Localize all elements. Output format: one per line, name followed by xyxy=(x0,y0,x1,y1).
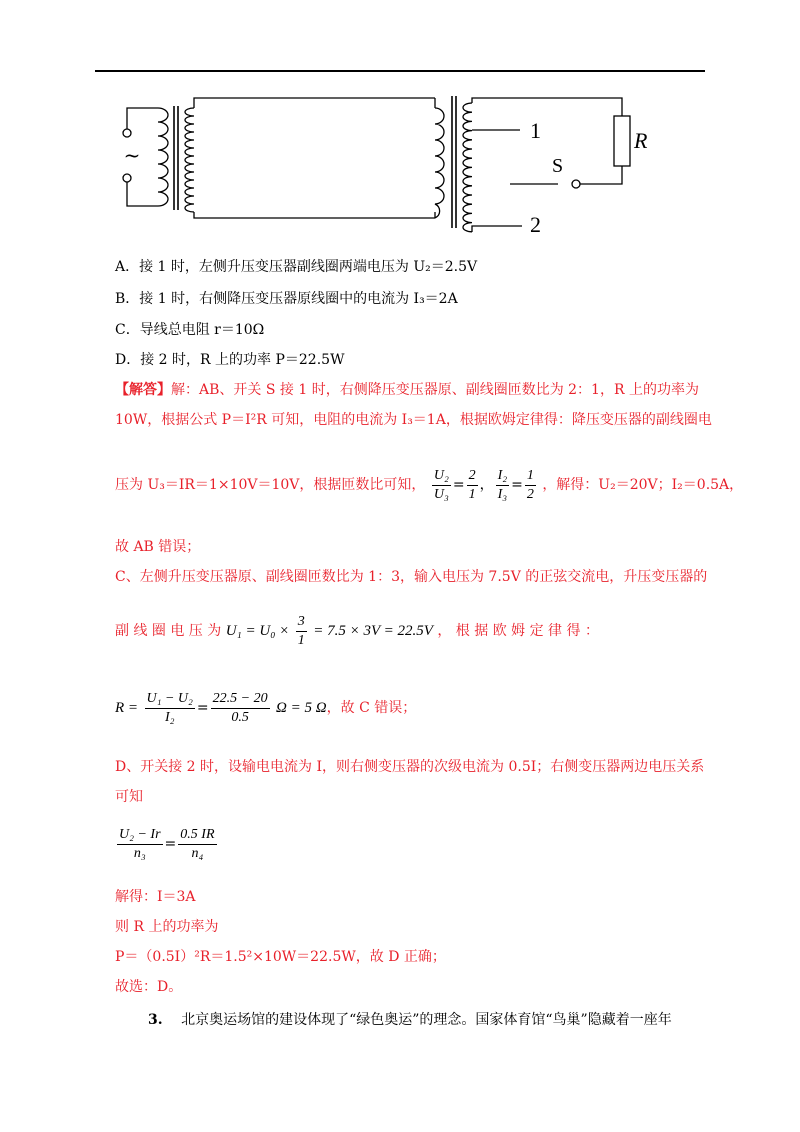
fraction-u1-u2-over-i2 xyxy=(145,690,195,727)
terminal-2-label: 2 xyxy=(530,212,541,237)
formula-u1-a: U₁ = U₀ × xyxy=(225,623,290,639)
answer-line-3: 压为 U₃＝IR＝1×10V＝10V，根据匝数比可知， $\frac{\text{U₂}}{\text{U₃}}$ = $\frac{2}{1}$ ， $\frac{\text{I₂}}{\text{I₃}}$ = $\frac{1}{2}$ ，解得：U₂＝20V；I₂＝0.5A， xyxy=(115,467,744,502)
fraction-den: 1 xyxy=(468,486,476,502)
answer-line-7: R = $\frac{\text{U₁ − U₂}}{\text{I₂}}$ = $\frac{22.5 - 20}{0.5}$ Ω = 5 Ω，故 C 错误； xyxy=(115,690,417,725)
answer-line-10: $\frac{\text{U₂ − Ir}}{\text{n₃}}$ = $\frac{0.5 IR}{\text{n₄}}$ xyxy=(119,826,215,861)
equals-sign: = xyxy=(511,477,523,493)
fraction-num: U₂ − Ir xyxy=(117,826,163,845)
fraction-numeric xyxy=(211,690,270,727)
answer-line-14: 故选：D。 xyxy=(115,979,183,995)
ac-source-symbol: ~ xyxy=(123,143,141,167)
answer-text-6-post: ， 根 据 欧 姆 定 律 得 ： xyxy=(437,623,599,639)
answer-line-5: C、左侧升压变压器原、副线圈匝数比为 1：3，输入电压为 7.5V 的正弦交流电，升压变压器的 xyxy=(115,569,708,585)
answer-line-8: D、开关接 2 时，设输电电流为 I，则右侧变压器的次级电流为 0.5I；右侧变压器两边电压关系 xyxy=(115,759,705,775)
answer-line-9: 可知 xyxy=(115,789,143,805)
answer-line-1 xyxy=(115,380,699,400)
formula-r: R = xyxy=(115,700,139,716)
option-c: C．导线总电阻 r＝10Ω xyxy=(115,322,265,338)
fraction-05ir-over-n4 xyxy=(178,826,216,863)
fraction-num: 2 xyxy=(467,467,478,486)
fraction-3-1 xyxy=(296,613,307,650)
answer-tag: 【解答】 xyxy=(115,382,171,398)
fraction-den: I₂ xyxy=(164,709,175,725)
transformer-circuit-diagram xyxy=(110,88,670,248)
answer-text-1: 解：AB、开关 S 接 1 时，右侧降压变压器原、副线圈匝数比为 2：1，R 上的功率为 xyxy=(171,382,699,398)
option-d: D．接 2 时，R 上的功率 P＝22.5W xyxy=(115,352,345,368)
answer-text-3-post: ，解得：U₂＝20V；I₂＝0.5A， xyxy=(542,477,744,493)
fraction-den: 0.5 xyxy=(231,709,249,725)
fraction-2-1 xyxy=(467,467,478,504)
fraction-num: 0.5 IR xyxy=(178,826,216,845)
fraction-den: I₃ xyxy=(497,486,508,502)
fraction-num: 3 xyxy=(296,613,307,632)
fraction-num: U₂ xyxy=(432,467,451,486)
fraction-u2-u3 xyxy=(432,467,451,504)
fraction-num: 1 xyxy=(525,467,536,486)
option-a: A．接 1 时，左侧升压变压器副线圈两端电压为 U₂＝2.5V xyxy=(115,259,478,275)
fraction-num: 22.5 − 20 xyxy=(211,690,270,709)
fraction-den: 1 xyxy=(297,632,305,648)
answer-line-13: P＝（0.5I）²R＝1.5²×10W＝22.5W，故 D 正确； xyxy=(115,949,446,965)
answer-line-11: 解得：I＝3A xyxy=(115,889,196,905)
fraction-i2-i3 xyxy=(496,467,510,504)
option-b: B．接 1 时，右侧降压变压器原线圈中的电流为 I₃＝2A xyxy=(115,291,458,307)
answer-text-7-post: ，故 C 错误； xyxy=(326,700,417,716)
fraction-den: 2 xyxy=(526,486,534,502)
fraction-den: n₃ xyxy=(133,845,146,861)
fraction-1-2 xyxy=(525,467,536,504)
equals-sign: = xyxy=(452,477,465,493)
formula-u1-b: = 7.5 × 3V = 22.5V xyxy=(313,623,433,639)
answer-line-6 xyxy=(115,612,599,650)
answer-text-3-pre: 压为 U₃＝IR＝1×10V＝10V，根据匝数比可知， xyxy=(115,477,426,493)
question-number: 3. xyxy=(148,1012,163,1028)
answer-text-6-pre: 副 线 圈 电 压 为 xyxy=(115,623,222,639)
answer-line-2: 10W，根据公式 P＝I²R 可知，电阻的电流为 I₃＝1A，根据欧姆定律得：降压变压器的副线圈电 xyxy=(115,412,712,428)
answer-line-4: 故 AB 错误； xyxy=(115,539,201,555)
fraction-num: U₁ − U₂ xyxy=(145,690,195,709)
fraction-u2-ir-over-n3 xyxy=(117,826,163,863)
next-question xyxy=(148,1010,672,1030)
fraction-num: I₂ xyxy=(496,467,510,486)
terminal-1-label: 1 xyxy=(530,118,541,143)
formula-r-result: Ω = 5 Ω xyxy=(276,700,327,716)
fraction-den: U₃ xyxy=(433,486,449,502)
answer-line-12: 则 R 上的功率为 xyxy=(115,919,219,935)
question-text: 北京奥运场馆的建设体现了“绿色奥运”的理念。国家体育馆“鸟巢”隐藏着一座年 xyxy=(181,1012,672,1028)
resistor-label: R xyxy=(634,128,648,153)
fraction-den: n₄ xyxy=(191,845,204,861)
switch-label: S xyxy=(552,155,564,177)
top-rule xyxy=(95,70,705,72)
